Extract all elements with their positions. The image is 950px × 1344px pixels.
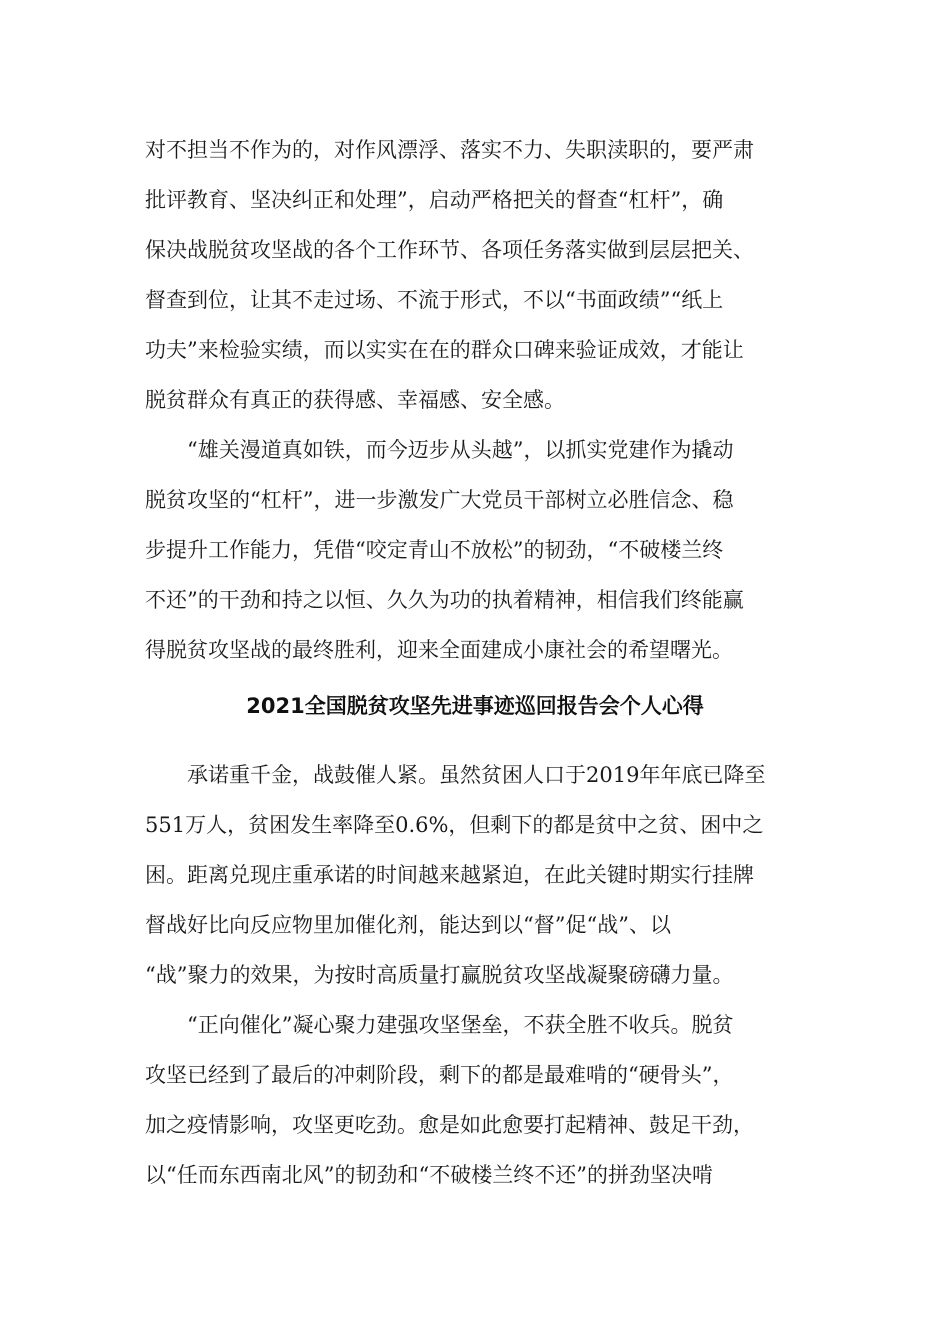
section-title: 2021全国脱贫攻坚先进事迹巡回报告会个人心得 (246, 694, 704, 718)
text-line: 功夫”来检验实绩，而以实实在在的群众口碑来验证成效，才能让 (145, 338, 744, 362)
text-line: 督战好比向反应物里加催化剂，能达到以“督”促“战”、以 (145, 913, 671, 937)
text-line: 551万人，贫困发生率降至0.6%，但剩下的都是贫中之贫、困中之 (145, 813, 764, 837)
text-line: “正向催化”凝心聚力建强攻坚堡垒，不获全胜不收兵。脱贫 (187, 1013, 734, 1037)
text-line: 对不担当不作为的，对作风漂浮、落实不力、失职渎职的，要严肃 (145, 138, 754, 162)
text-line: 困。距离兑现庄重承诺的时间越来越紧迫，在此关键时期实行挂牌 (145, 863, 754, 887)
text-line: 批评教育、坚决纠正和处理”，启动严格把关的督查“杠杆”，确 (145, 188, 724, 212)
text-line: 加之疫情影响，攻坚更吃劲。愈是如此愈要打起精神、鼓足干劲， (145, 1113, 754, 1137)
text-line: 督查到位，让其不走过场、不流于形式，不以“书面政绩”“纸上 (145, 288, 724, 312)
text-line: 脱贫攻坚的“杠杆”，进一步激发广大党员干部树立必胜信念、稳 (145, 488, 734, 512)
text-line: 步提升工作能力，凭借“咬定青山不放松”的韧劲，“不破楼兰终 (145, 538, 724, 562)
text-line: 保决战脱贫攻坚战的各个工作环节、各项任务落实做到层层把关、 (145, 238, 754, 262)
text-line: 以“任而东西南北风”的韧劲和“不破楼兰终不还”的拼劲坚决啃 (145, 1163, 713, 1187)
text-line: 攻坚已经到了最后的冲刺阶段，剩下的都是最难啃的“硬骨头”， (145, 1063, 734, 1087)
text-line: 不还”的干劲和持之以恒、久久为功的执着精神，相信我们终能赢 (145, 588, 744, 612)
text-line: “战”聚力的效果，为按时高质量打赢脱贫攻坚战凝聚磅礴力量。 (145, 963, 734, 987)
text-line: “雄关漫道真如铁，而今迈步从头越”，以抓实党建作为撬动 (187, 438, 734, 462)
text-line: 脱贫群众有真正的获得感、幸福感、安全感。 (145, 388, 565, 412)
text-line: 承诺重千金，战鼓催人紧。虽然贫困人口于2019年年底已降至 (187, 763, 766, 787)
text-line: 得脱贫攻坚战的最终胜利，迎来全面建成小康社会的希望曙光。 (145, 638, 733, 662)
